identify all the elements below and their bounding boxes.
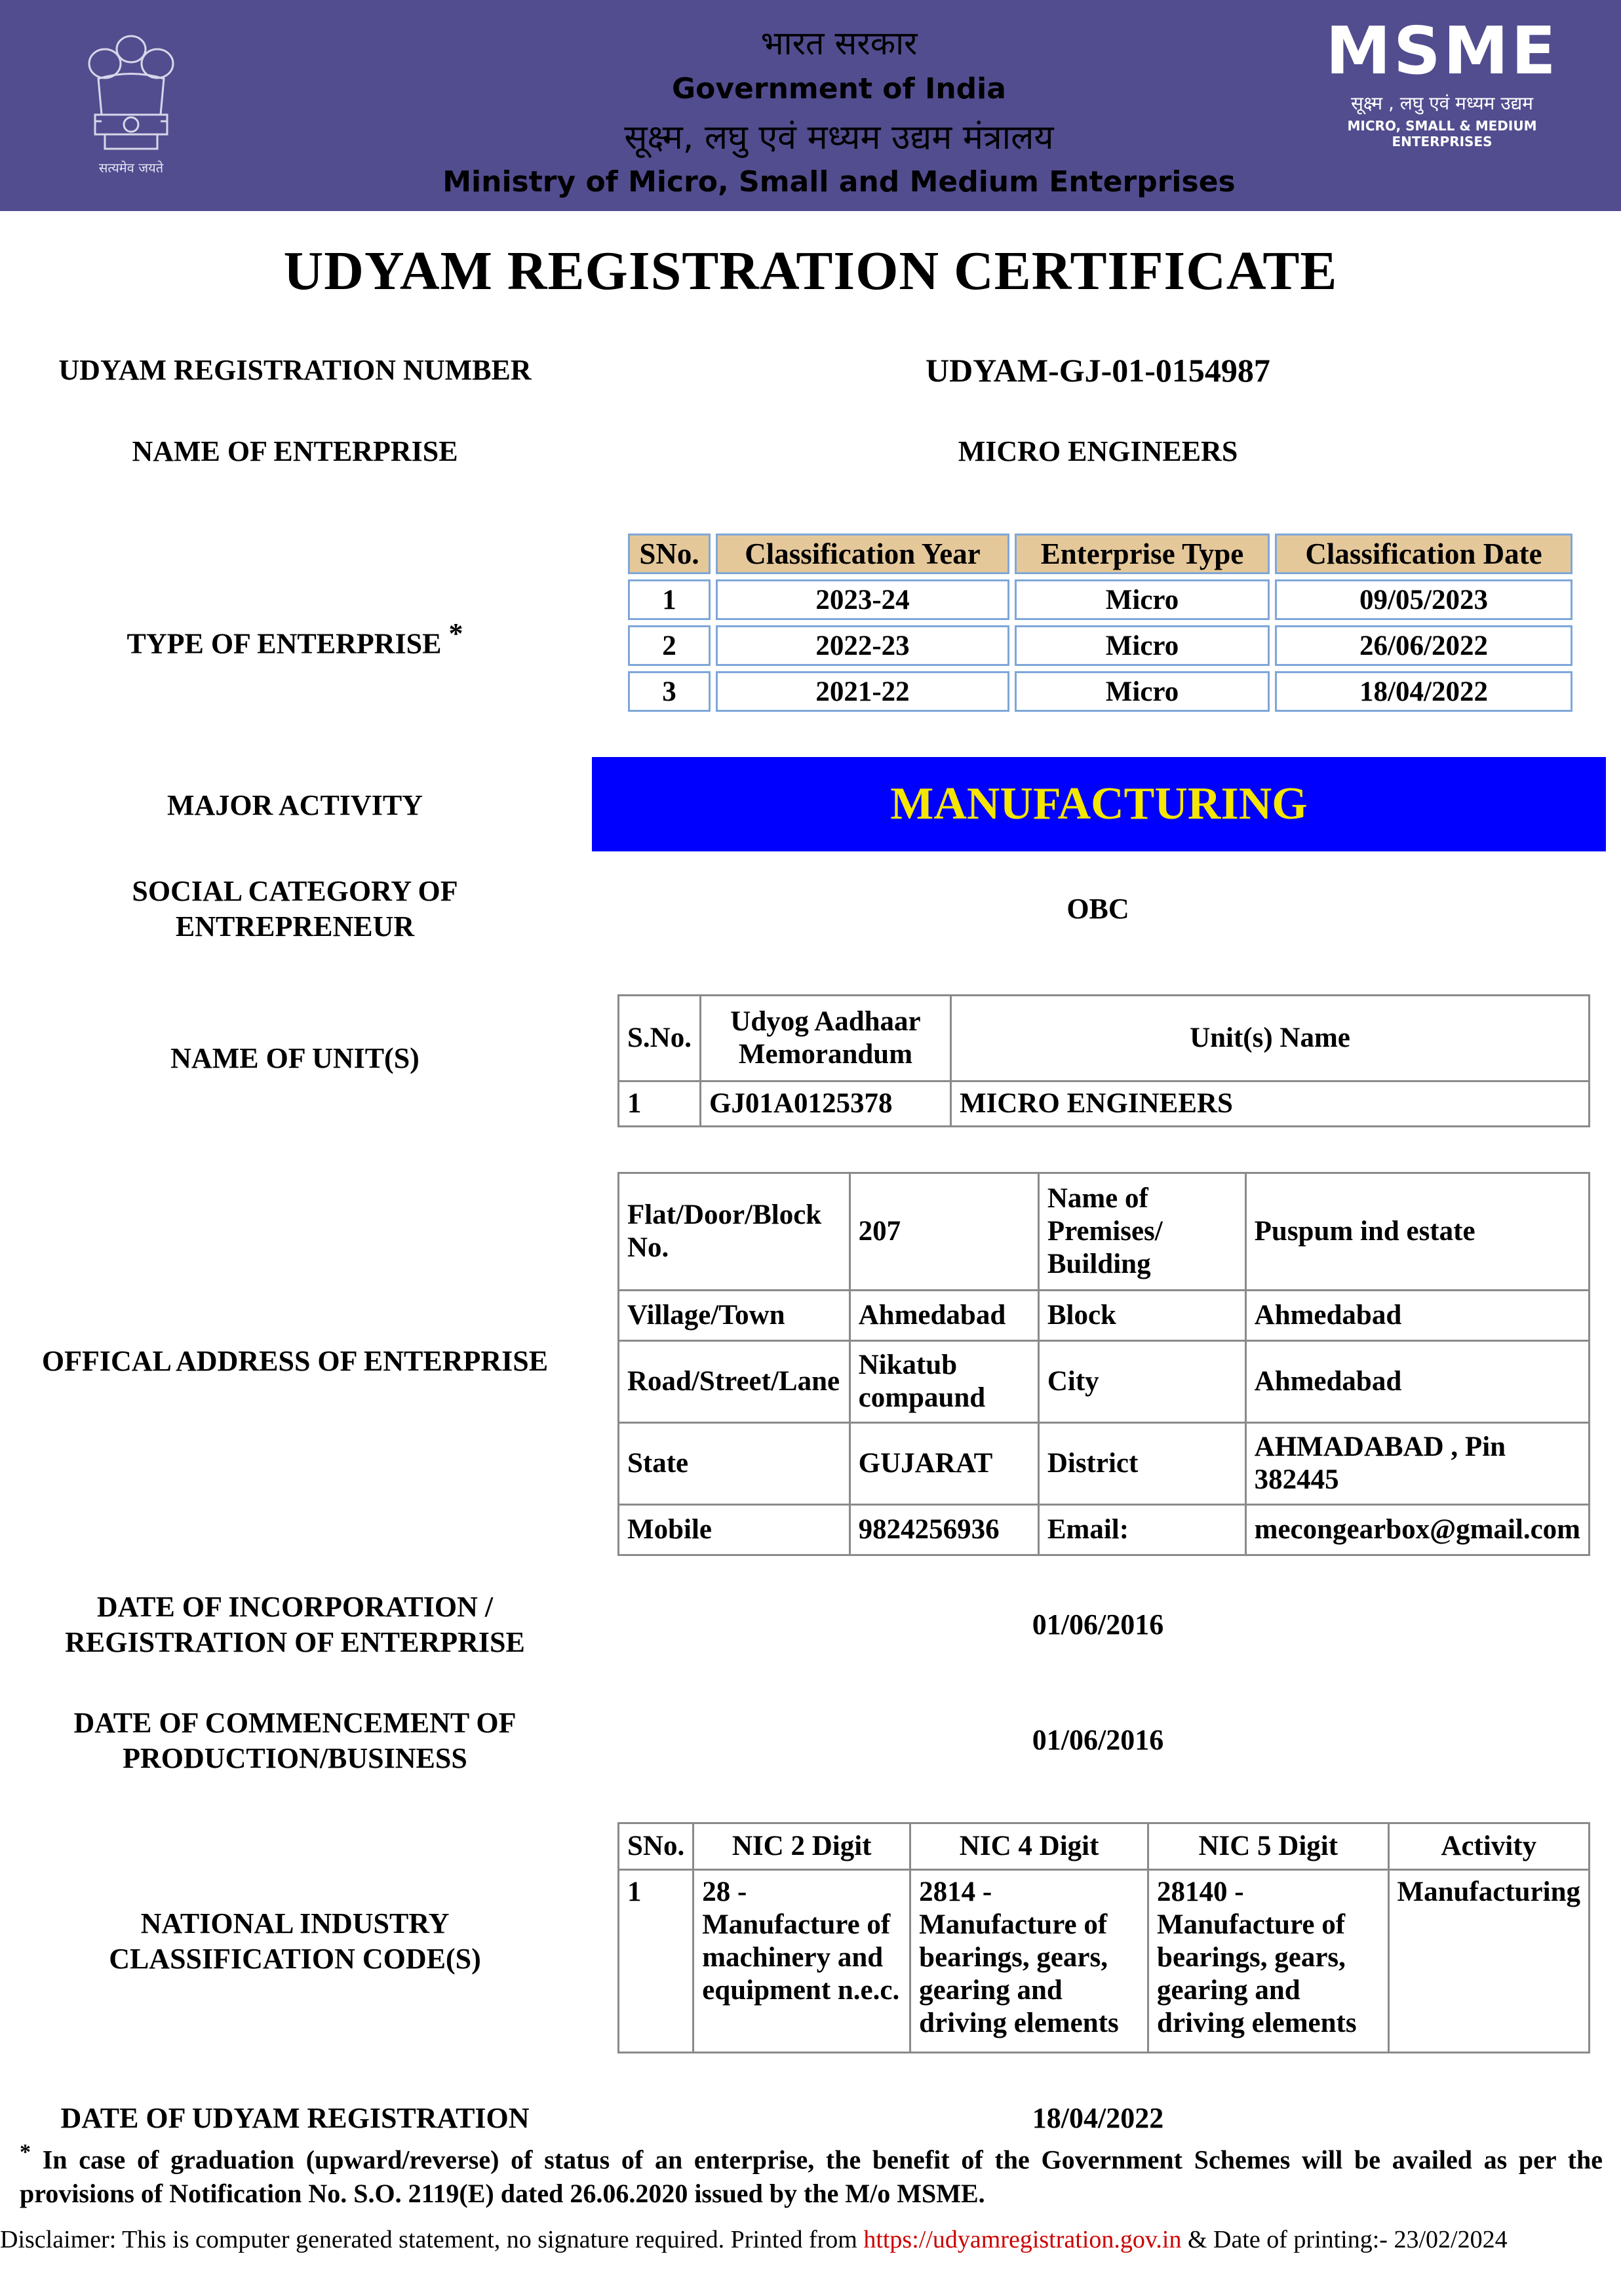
table-row bbox=[619, 1081, 1590, 1127]
table-header: S.No. bbox=[619, 996, 701, 1081]
table-cell: 207 bbox=[850, 1173, 1038, 1291]
table-cell: Ahmedabad bbox=[850, 1291, 1038, 1341]
table-header: NIC 4 Digit bbox=[910, 1823, 1148, 1870]
table-cell: 2022-23 bbox=[716, 625, 1009, 666]
footnote-asterisk: * bbox=[20, 2140, 31, 2164]
table-row bbox=[619, 1423, 1590, 1505]
table-cell: AHMADABAD , Pin 382445 bbox=[1245, 1423, 1589, 1505]
nic-header-row bbox=[619, 1823, 1590, 1870]
enterprise-name-label: NAME OF ENTERPRISE bbox=[132, 435, 458, 467]
table-cell: 1 bbox=[619, 1081, 701, 1127]
table-cell: Name of Premises/ Building bbox=[1038, 1173, 1245, 1291]
social-category-label-line1: SOCIAL CATEGORY OF bbox=[132, 875, 458, 907]
registration-number-label: UDYAM REGISTRATION NUMBER bbox=[58, 354, 532, 386]
table-header: NIC 2 Digit bbox=[693, 1823, 910, 1870]
table-cell: 2023-24 bbox=[716, 579, 1009, 620]
table-cell: 18/04/2022 bbox=[1275, 671, 1572, 712]
govt-of-india-text: Government of India bbox=[672, 72, 1006, 106]
table-cell: City bbox=[1038, 1341, 1245, 1423]
nic-label bbox=[20, 1906, 570, 1977]
incorporation-date-value: 01/06/2016 bbox=[1032, 1608, 1164, 1641]
disclaimer-prefix: Disclaimer: This is computer generated statement, no signature required. Printed from bbox=[0, 2226, 864, 2253]
msme-logo bbox=[1318, 12, 1567, 149]
enterprise-type-header-row bbox=[628, 534, 1572, 574]
table-row bbox=[628, 671, 1572, 712]
nic-label-line1: NATIONAL INDUSTRY bbox=[140, 1907, 450, 1939]
units-table bbox=[617, 994, 1590, 1127]
msme-logo-hindi: सूक्ष्म , लघु एवं मध्यम उद्यम bbox=[1350, 92, 1534, 114]
incorporation-label-line1: DATE OF INCORPORATION / bbox=[96, 1591, 494, 1623]
udyam-date-value: 18/04/2022 bbox=[1032, 2102, 1164, 2134]
udyam-registration-link[interactable]: https://udyamregistration.gov.in bbox=[863, 2226, 1182, 2253]
enterprise-type-table bbox=[623, 528, 1578, 717]
nic-table bbox=[617, 1822, 1590, 2053]
commencement-label bbox=[20, 1705, 570, 1776]
udyam-date-label: DATE OF UDYAM REGISTRATION bbox=[60, 2102, 530, 2134]
table-cell: 09/05/2023 bbox=[1275, 579, 1572, 620]
table-cell: 3 bbox=[628, 671, 711, 712]
table-cell: Road/Street/Lane bbox=[619, 1341, 850, 1423]
table-row bbox=[619, 1291, 1590, 1341]
table-cell: Micro bbox=[1015, 579, 1270, 620]
table-cell: mecongearbox@gmail.com bbox=[1245, 1505, 1589, 1555]
table-cell: 1 bbox=[628, 579, 711, 620]
registration-number-value: UDYAM-GJ-01-0154987 bbox=[926, 352, 1270, 389]
nic-label-line2: CLASSIFICATION CODE(S) bbox=[109, 1943, 481, 1975]
table-row bbox=[619, 1870, 1590, 2053]
table-cell: 28140 - Manufacture of bearings, gears, gearing and driving elements bbox=[1148, 1870, 1388, 2053]
table-cell: Block bbox=[1038, 1291, 1245, 1341]
table-header: SNo. bbox=[628, 534, 711, 574]
table-header: Classification Date bbox=[1275, 534, 1572, 574]
table-cell: Manufacturing bbox=[1388, 1870, 1590, 2053]
table-header: NIC 5 Digit bbox=[1148, 1823, 1388, 1870]
major-activity-label: MAJOR ACTIVITY bbox=[167, 789, 423, 821]
table-header: Unit(s) Name bbox=[950, 996, 1589, 1081]
enterprise-type-label bbox=[20, 616, 570, 662]
table-cell: Flat/Door/Block No. bbox=[619, 1173, 850, 1291]
certificate-title: UDYAM REGISTRATION CERTIFICATE bbox=[283, 241, 1338, 302]
table-header: SNo. bbox=[619, 1823, 693, 1870]
header-banner bbox=[0, 0, 1621, 211]
table-cell: District bbox=[1038, 1423, 1245, 1505]
table-cell: Micro bbox=[1015, 671, 1270, 712]
table-cell: Village/Town bbox=[619, 1291, 850, 1341]
table-cell: Email: bbox=[1038, 1505, 1245, 1555]
table-header: Udyog Aadhaar Memorandum bbox=[700, 996, 950, 1081]
commencement-date-value: 01/06/2016 bbox=[1032, 1724, 1164, 1756]
table-cell: 28 - Manufacture of machinery and equipment n.e.c. bbox=[693, 1870, 910, 2053]
table-cell: GJ01A0125378 bbox=[700, 1081, 950, 1127]
table-cell: Ahmedabad bbox=[1245, 1291, 1589, 1341]
disclaimer bbox=[0, 2225, 1621, 2254]
table-cell: 26/06/2022 bbox=[1275, 625, 1572, 666]
address-table bbox=[617, 1172, 1590, 1556]
hindi-govt-text: भारत सरकार bbox=[760, 24, 918, 62]
table-cell: 2814 - Manufacture of bearings, gears, gearing and driving elements bbox=[910, 1870, 1148, 2053]
incorporation-label-line2: REGISTRATION OF ENTERPRISE bbox=[65, 1626, 525, 1658]
enterprise-name-value: MICRO ENGINEERS bbox=[958, 435, 1238, 467]
table-cell: 2021-22 bbox=[716, 671, 1009, 712]
emblem-motto: सत्यमेव जयते bbox=[98, 160, 164, 176]
table-header: Activity bbox=[1388, 1823, 1590, 1870]
table-cell: MICRO ENGINEERS bbox=[950, 1081, 1589, 1127]
table-cell: 2 bbox=[628, 625, 711, 666]
footnote-text: In case of graduation (upward/reverse) of status of an enterprise, the benefit of the Government Schemes will be availed as per the provisions of Notification No. S.O. 2119(E) dated 26.06.2020 issued by the M/o MSME. bbox=[20, 2145, 1603, 2209]
national-emblem-icon bbox=[69, 23, 193, 180]
enterprise-type-asterisk: * bbox=[448, 617, 463, 650]
major-activity-value: MANUFACTURING bbox=[592, 757, 1606, 851]
table-row bbox=[619, 1505, 1590, 1555]
units-label: NAME OF UNIT(S) bbox=[170, 1042, 420, 1074]
table-cell: 9824256936 bbox=[850, 1505, 1038, 1555]
social-category-label-line2: ENTREPRENEUR bbox=[175, 910, 415, 943]
table-cell: Micro bbox=[1015, 625, 1270, 666]
social-category-value: OBC bbox=[1066, 893, 1129, 925]
table-row bbox=[628, 579, 1572, 620]
units-header-row bbox=[619, 996, 1590, 1081]
enterprise-type-label-text: TYPE OF ENTERPRISE bbox=[127, 627, 442, 660]
table-cell: Puspum ind estate bbox=[1245, 1173, 1589, 1291]
table-header: Classification Year bbox=[716, 534, 1009, 574]
incorporation-label bbox=[20, 1589, 570, 1660]
table-row bbox=[628, 625, 1572, 666]
ministry-name-text: Ministry of Micro, Small and Medium Enterprises bbox=[442, 165, 1236, 199]
commencement-label-line1: DATE OF COMMENCEMENT OF bbox=[73, 1707, 517, 1739]
table-header: Enterprise Type bbox=[1015, 534, 1270, 574]
commencement-label-line2: PRODUCTION/BUSINESS bbox=[123, 1742, 467, 1774]
msme-logo-word: MSME bbox=[1325, 12, 1559, 89]
table-cell: State bbox=[619, 1423, 850, 1505]
table-row bbox=[619, 1341, 1590, 1423]
social-category-label bbox=[20, 874, 570, 944]
table-row bbox=[619, 1173, 1590, 1291]
address-label: OFFICAL ADDRESS OF ENTERPRISE bbox=[41, 1345, 549, 1377]
table-cell: GUJARAT bbox=[850, 1423, 1038, 1505]
table-cell: Ahmedabad bbox=[1245, 1341, 1589, 1423]
table-cell: Mobile bbox=[619, 1505, 850, 1555]
disclaimer-suffix: & Date of printing:- 23/02/2024 bbox=[1181, 2226, 1508, 2253]
table-cell: 1 bbox=[619, 1870, 693, 2053]
hindi-ministry-text: सूक्ष्म, लघु एवं मध्यम उद्यम मंत्रालय bbox=[624, 118, 1054, 157]
footnote bbox=[20, 2135, 1603, 2211]
msme-logo-english: MICRO, SMALL & MEDIUM ENTERPRISES bbox=[1347, 118, 1537, 149]
table-cell: Nikatub compaund bbox=[850, 1341, 1038, 1423]
